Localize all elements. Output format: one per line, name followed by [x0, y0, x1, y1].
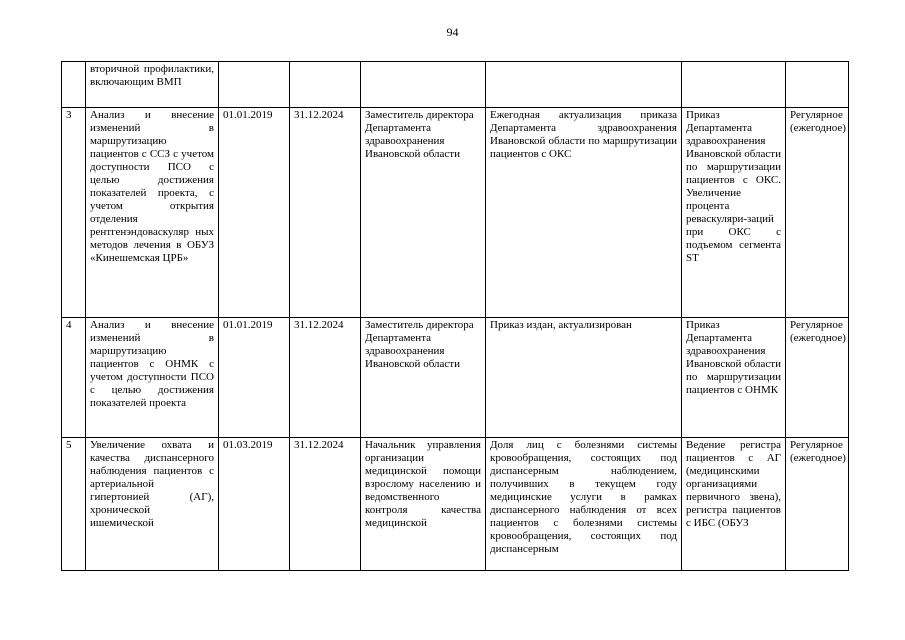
frequency-cell: Регулярное (ежегодное): [786, 318, 849, 438]
frequency-cell: [786, 62, 849, 108]
start-date-cell: [219, 62, 290, 108]
row-number-cell: [62, 62, 86, 108]
characteristic-cell: Приказ издан, актуализирован: [486, 318, 682, 438]
responsible-cell: Заместитель директора Департамента здравоохранения Ивановской области: [361, 108, 486, 318]
characteristic-cell: Доля лиц с болезнями системы кровообращения, состоящих под диспансерным наблюдением, получивших в текущем году медицинские услуги в рамках диспансерного наблюдения от всех пациентов с болезнями системы кровообращения, состоящих под диспансерным: [486, 438, 682, 571]
measures-table: [61, 61, 849, 571]
result-cell: Ведение регистра пациентов с АГ (медицинскими организациями первичного звена), регистра пациентов с ИБС (ОБУЗ: [682, 438, 786, 571]
task-cell: вторичной профилактики, включающим ВМП: [86, 62, 219, 108]
start-date-cell: 01.01.2019: [219, 318, 290, 438]
responsible-cell: Начальник управления организации медицинской помощи взрослому населению и ведомственного контроля качества медицинской: [361, 438, 486, 571]
table-row: [62, 108, 849, 318]
page-number: 94: [446, 25, 459, 39]
frequency-cell: Регулярное (ежегодное): [786, 108, 849, 318]
end-date-cell: 31.12.2024: [290, 318, 361, 438]
task-cell: Увеличение охвата и качества диспансерного наблюдения пациентов с артериальной гипертонией (АГ), хронической ишемической: [86, 438, 219, 571]
characteristic-cell: Ежегодная актуализация приказа Департамента здравоохранения Ивановской области по маршрутизации пациентов с ОКС: [486, 108, 682, 318]
end-date-cell: 31.12.2024: [290, 438, 361, 571]
task-cell: Анализ и внесение изменений в маршрутизацию пациентов с ОНМК с учетом доступности ПСО с целью достижения показателей проекта: [86, 318, 219, 438]
end-date-cell: 31.12.2024: [290, 108, 361, 318]
table-row: [62, 318, 849, 438]
row-number-cell: 5: [62, 438, 86, 571]
frequency-cell: Регулярное (ежегодное): [786, 438, 849, 571]
start-date-cell: 01.01.2019: [219, 108, 290, 318]
row-number-cell: 4: [62, 318, 86, 438]
result-cell: Приказ Департамента здравоохранения Ивановской области по маршрутизации пациентов с ОНМК: [682, 318, 786, 438]
characteristic-cell: [486, 62, 682, 108]
row-number-cell: 3: [62, 108, 86, 318]
table-row: [62, 62, 849, 108]
start-date-cell: 01.03.2019: [219, 438, 290, 571]
result-cell: Приказ Департамента здравоохранения Ивановской области по маршрутизации пациентов с ОКС. Увеличение процента реваскуляри-заций при ОКС с подъемом сегмента ST: [682, 108, 786, 318]
responsible-cell: [361, 62, 486, 108]
task-cell: Анализ и внесение изменений в маршрутизацию пациентов с ССЗ с учетом доступности ПСО с целью достижения показателей проекта, с учетом открытия отделения рентгенэндоваскуляр ных методов лечения в ОБУЗ «Кинешемская ЦРБ»: [86, 108, 219, 318]
end-date-cell: [290, 62, 361, 108]
responsible-cell: Заместитель директора Департамента здравоохранения Ивановской области: [361, 318, 486, 438]
table-row: [62, 438, 849, 571]
result-cell: [682, 62, 786, 108]
